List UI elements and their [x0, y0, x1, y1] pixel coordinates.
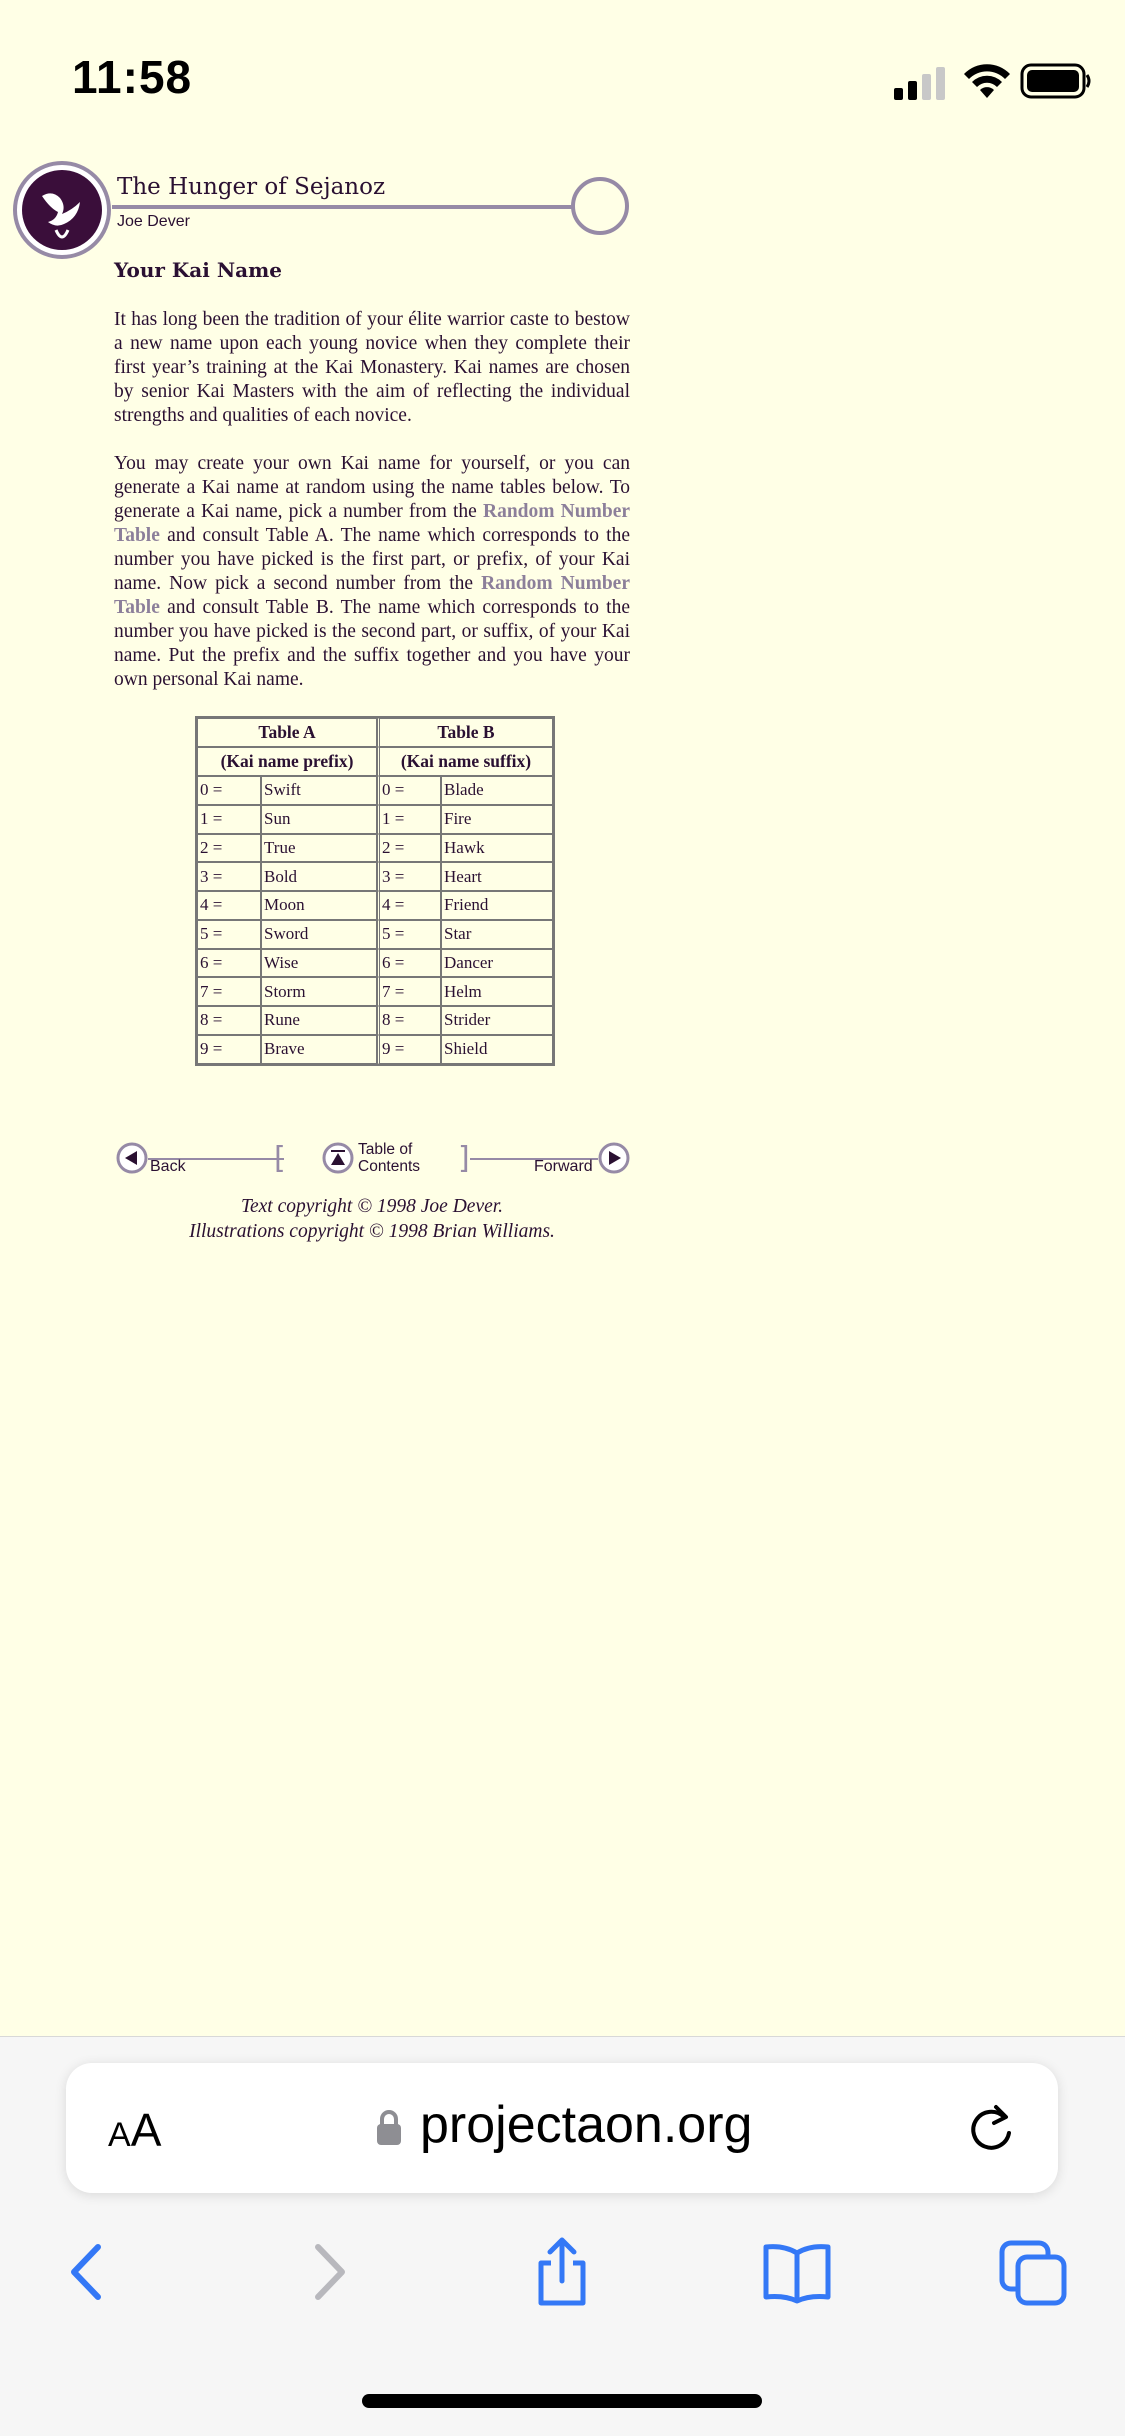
- browser-forward-icon[interactable]: [294, 2237, 364, 2307]
- table-a-prefix: Wise: [261, 949, 377, 978]
- instructions-paragraph: [114, 452, 630, 692]
- table-a-number: 1 =: [197, 805, 261, 834]
- table-a-prefix: Sun: [261, 805, 377, 834]
- table-b-number: 4 =: [377, 891, 441, 920]
- table-b-number: 0 =: [377, 776, 441, 805]
- bookmarks-icon[interactable]: [762, 2237, 832, 2307]
- table-a-number: 2 =: [197, 834, 261, 863]
- table-b-number: 5 =: [377, 920, 441, 949]
- page-navigation: [114, 1138, 630, 1182]
- url-text[interactable]: projectaon.org: [420, 2096, 753, 2154]
- table-b-suffix: Hawk: [441, 834, 553, 863]
- header-rule: [112, 205, 572, 209]
- copyright-text: Text copyright © 1998 Joe Dever.: [240, 1196, 504, 1217]
- table-b-suffix: Star: [441, 920, 553, 949]
- reader-text-size-button[interactable]: [108, 2103, 161, 2157]
- table-b-subtitle: (Kai name suffix): [377, 747, 553, 776]
- random-number-table-link-2[interactable]: Random Number Table: [114, 573, 630, 618]
- table-b-suffix: Blade: [441, 776, 553, 805]
- kai-table-body: [197, 776, 553, 1064]
- lock-icon: [374, 2107, 404, 2147]
- kai-name-table: [195, 716, 555, 1066]
- table-b-suffix: Helm: [441, 977, 553, 1006]
- table-b-number: 7 =: [377, 977, 441, 1006]
- table-of-contents-link[interactable]: [358, 1141, 420, 1175]
- table-a-prefix: Brave: [261, 1035, 377, 1064]
- home-indicator[interactable]: [362, 2394, 762, 2408]
- section-title: Your Kai Name: [114, 258, 282, 282]
- table-a-number: 3 =: [197, 862, 261, 891]
- table-a-number: 6 =: [197, 949, 261, 978]
- instructions-text-2: and consult Table A. The name which corresponds to the number you have picked is the first part, or prefix, of your Kai name. Now pick a second number from the: [114, 525, 630, 594]
- table-a-prefix: Bold: [261, 862, 377, 891]
- table-a-number: 0 =: [197, 776, 261, 805]
- table-b-number: 6 =: [377, 949, 441, 978]
- back-link[interactable]: Back: [150, 1158, 186, 1175]
- table-a-number: 4 =: [197, 891, 261, 920]
- random-number-table-link-1[interactable]: Random Number Table: [114, 501, 631, 546]
- table-b-suffix: Fire: [441, 805, 553, 834]
- table-a-title: Table A: [197, 718, 377, 747]
- header-circle-ornament: [571, 177, 629, 235]
- book-author: Joe Dever: [117, 213, 190, 230]
- instructions-text-3: and consult Table B. The name which corresponds to the number you have picked is the second part, or suffix, of your Kai name. Put the prefix and the suffix together and you have your own personal Kai name.: [114, 597, 630, 690]
- table-b-number: 2 =: [377, 834, 441, 863]
- table-b-number: 3 =: [377, 862, 441, 891]
- table-a-prefix: Rune: [261, 1006, 377, 1035]
- reload-icon[interactable]: [966, 2103, 1016, 2155]
- table-a-number: 7 =: [197, 977, 261, 1006]
- forward-link[interactable]: Forward: [534, 1158, 593, 1175]
- table-a-number: 5 =: [197, 920, 261, 949]
- table-b-number: 1 =: [377, 805, 441, 834]
- intro-paragraph: It has long been the tradition of your élite warrior caste to bestow a new name upon each young novice when they complete their first year’s training at the Kai Monastery. Kai names are chosen by senior Kai Masters with the aim of reflecting the individual strengths and qualities of each novice.: [114, 309, 630, 426]
- tabs-icon[interactable]: [998, 2237, 1068, 2307]
- table-row: [197, 920, 553, 949]
- toc-label-line2: Contents: [358, 1158, 421, 1175]
- table-a-prefix: True: [261, 834, 377, 863]
- table-b-suffix: Dancer: [441, 949, 553, 978]
- share-icon[interactable]: [527, 2237, 597, 2307]
- table-row: [197, 977, 553, 1006]
- address-bar[interactable]: [66, 2063, 1058, 2193]
- table-b-suffix: Friend: [441, 891, 553, 920]
- table-a-prefix: Moon: [261, 891, 377, 920]
- bracket-left-ornament: [: [274, 1141, 286, 1176]
- table-a-prefix: Swift: [261, 776, 377, 805]
- table-a-number: 9 =: [197, 1035, 261, 1064]
- table-b-number: 8 =: [377, 1006, 441, 1035]
- table-row: [197, 805, 553, 834]
- forward-arrow-icon[interactable]: [598, 1142, 630, 1174]
- book-title: The Hunger of Sejanoz: [117, 174, 386, 200]
- wifi-icon: [962, 62, 1012, 100]
- status-time: 11:58: [72, 51, 193, 103]
- table-of-contents-icon[interactable]: [322, 1142, 354, 1174]
- table-a-prefix: Sword: [261, 920, 377, 949]
- table-row: [197, 1035, 553, 1064]
- table-row: [197, 834, 553, 863]
- book-header: [0, 150, 640, 270]
- table-row: [197, 891, 553, 920]
- table-a-prefix: Storm: [261, 977, 377, 1006]
- table-b-suffix: Strider: [441, 1006, 553, 1035]
- aa-small-glyph: A: [108, 2116, 131, 2154]
- table-row: [197, 776, 553, 805]
- toc-label-line1: Table of: [358, 1141, 413, 1158]
- table-row: [197, 1006, 553, 1035]
- browser-toolbar: [0, 2036, 1125, 2436]
- copyright-illustrations: Illustrations copyright © 1998 Brian Williams.: [189, 1221, 555, 1242]
- browser-back-icon[interactable]: [52, 2237, 122, 2307]
- kai-logo-icon: [12, 160, 112, 260]
- table-b-title: Table B: [377, 718, 553, 747]
- table-row: [197, 862, 553, 891]
- table-a-number: 8 =: [197, 1006, 261, 1035]
- battery-icon: [1020, 62, 1092, 100]
- status-bar: [0, 0, 1125, 150]
- copyright-notice: [114, 1194, 630, 1244]
- table-b-number: 9 =: [377, 1035, 441, 1064]
- table-b-suffix: Heart: [441, 862, 553, 891]
- table-b-suffix: Shield: [441, 1035, 553, 1064]
- table-a-subtitle: (Kai name prefix): [197, 747, 377, 776]
- instructions-text-1: You may create your own Kai name for yourself, or you can generate a Kai name at random using the name tables below. To generate a Kai name, pick a number from the: [114, 453, 630, 522]
- main-content: [114, 256, 630, 1066]
- back-arrow-icon[interactable]: [116, 1142, 148, 1174]
- aa-big-glyph: A: [130, 2104, 162, 2156]
- table-row: [197, 949, 553, 978]
- cellular-signal-icon: [892, 66, 952, 100]
- bracket-right-ornament: ]: [458, 1141, 470, 1176]
